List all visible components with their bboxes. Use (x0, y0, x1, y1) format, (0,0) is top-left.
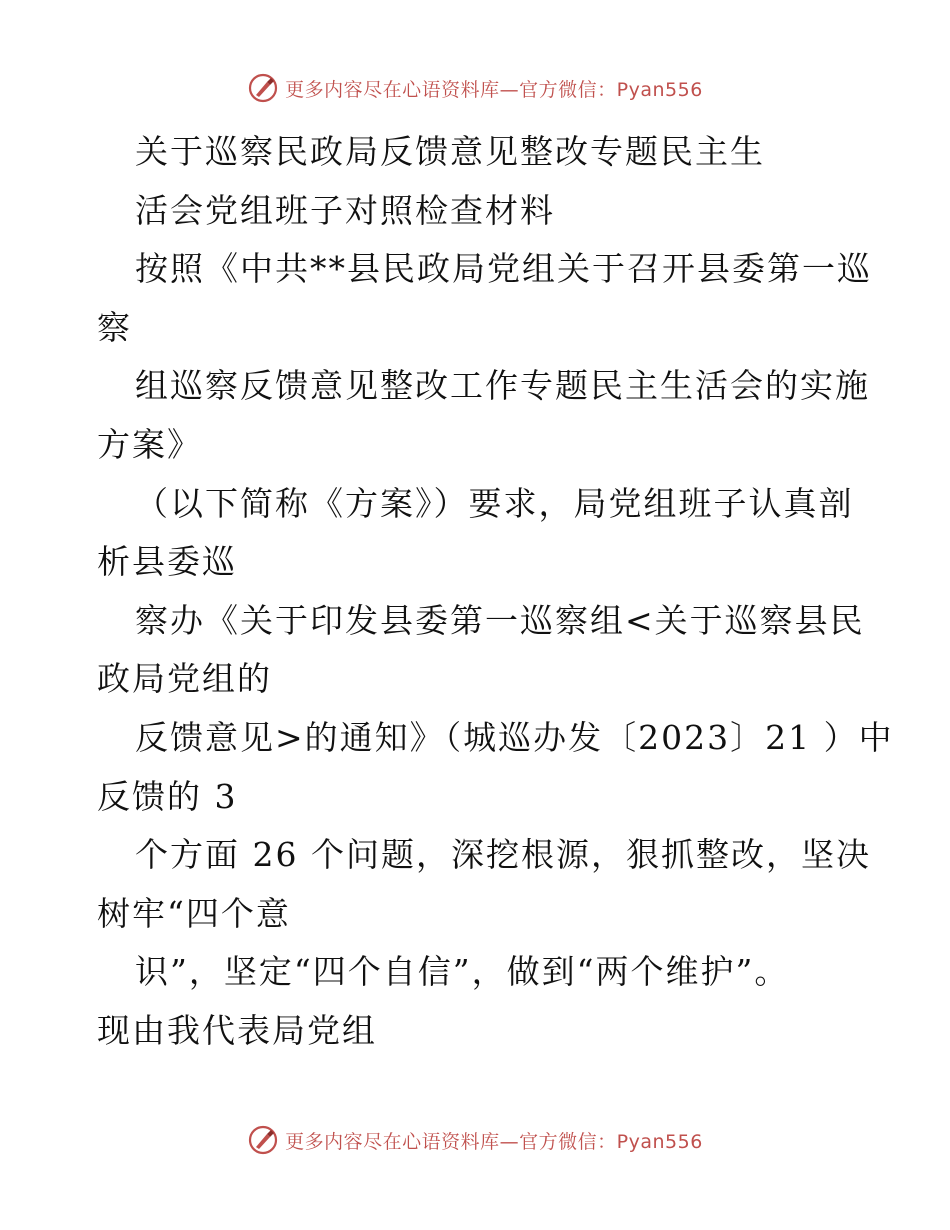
paragraph-line: 组巡察反馈意见整改工作专题民主生活会的实施 (135, 366, 870, 406)
paragraph-line: 反馈意见>的通知》（城巡办发〔2023〕21 ）中 (135, 717, 894, 757)
pen-logo-icon (247, 1124, 279, 1156)
paragraph-line: 现由我代表局党组 (97, 1010, 377, 1050)
footer-watermark-text: 更多内容尽在心语资料库—官方微信：Pyan556 (285, 1130, 703, 1153)
paragraph-line: 析县委巡 (97, 542, 237, 582)
paragraph-line: 个方面 26 个问题，深挖根源，狠抓整改，坚决 (135, 835, 871, 875)
header-watermark (0, 72, 950, 104)
paragraph-line: 识”，坚定“四个自信”，做到“两个维护”。 (135, 952, 790, 992)
title-line-2: 活会党组班子对照检查材料 (135, 190, 555, 230)
paragraph-line: （以下简称《方案》）要求，局党组班子认真剖 (135, 483, 854, 523)
footer-watermark (0, 1124, 950, 1156)
paragraph-line: 方案》 (97, 424, 202, 464)
document-body (97, 123, 894, 1061)
paragraph-line: 树牢“四个意 (97, 893, 291, 933)
paragraph-line: 察办《关于印发县委第一巡察组<关于巡察县民 (135, 600, 865, 640)
paragraph-line: 按照《中共**县民政局党组关于召开县委第一巡 (135, 249, 872, 289)
paragraph-line: 政局党组的 (97, 659, 272, 699)
paragraph-line: 察 (97, 307, 132, 347)
paragraph-line: 反馈的 3 (97, 776, 238, 816)
header-watermark-text: 更多内容尽在心语资料库—官方微信：Pyan556 (285, 78, 703, 101)
title-line-1: 关于巡察民政局反馈意见整改专题民主生 (135, 132, 765, 171)
pen-logo-icon (247, 72, 279, 104)
